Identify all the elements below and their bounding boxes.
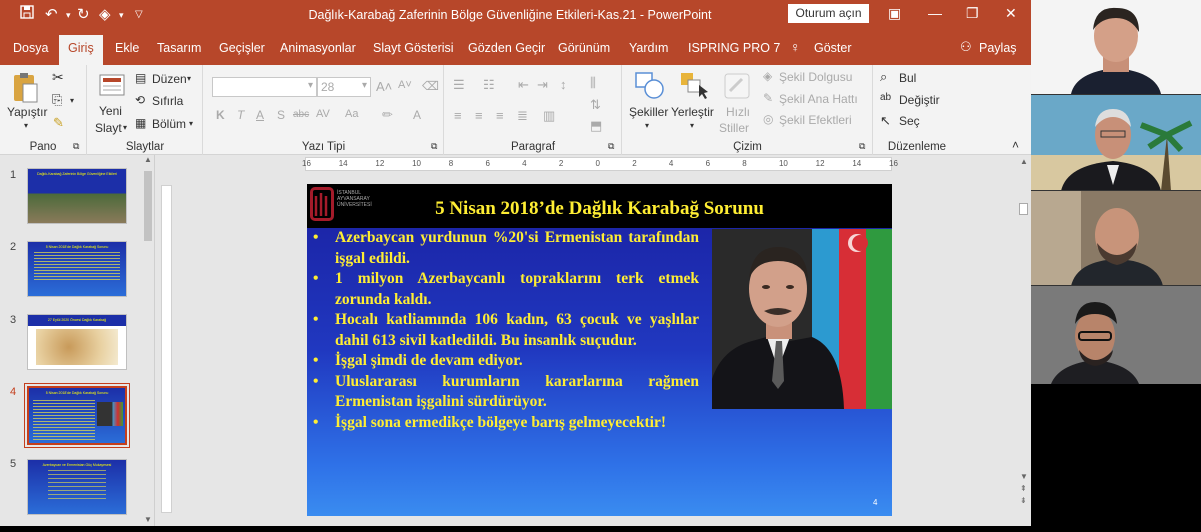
justify-icon[interactable]: ≣ — [517, 108, 528, 123]
slide-canvas[interactable] — [307, 184, 892, 516]
group-slaytlar — [88, 65, 203, 155]
text-columns-icon[interactable]: ▥ — [543, 108, 556, 123]
group-label-duzenleme: Düzenleme — [887, 141, 947, 153]
group-label-cizim: Çizim — [733, 141, 762, 153]
group-label-pano: Pano — [29, 141, 57, 153]
slide-header-band — [307, 184, 892, 228]
cut-icon[interactable]: ✂ — [52, 69, 64, 85]
font-launcher-icon[interactable]: ⧉ — [431, 141, 438, 151]
section-icon[interactable]: ▦ — [135, 116, 147, 130]
bullet-item: • Azerbaycan yurdunun %20'si Ermenistan tarafından işgal edildi. — [313, 228, 699, 269]
slide-thumbnail-2[interactable] — [27, 241, 127, 297]
slide-scrollbar[interactable]: ▲ ▼ ⇞ ⇟ — [1017, 157, 1030, 507]
shapes-icon[interactable] — [633, 69, 665, 104]
vertical-ruler — [161, 185, 172, 513]
line-spacing-icon[interactable]: ↕ — [560, 77, 567, 92]
minimize-icon[interactable]: — — [928, 5, 942, 21]
ruler-tick-label: 4 — [522, 159, 527, 168]
tab-tasarim[interactable]: Tasarım — [157, 41, 202, 55]
layout-icon[interactable]: ▤ — [135, 71, 147, 85]
collapse-ribbon-icon[interactable]: ˄ — [1012, 138, 1020, 152]
new-slide-icon[interactable] — [98, 71, 126, 102]
slide-thumbnail-3[interactable] — [27, 314, 127, 370]
char-spacing-button[interactable]: AV — [316, 108, 330, 120]
find-button[interactable]: Bul — [899, 71, 917, 85]
group-pano — [0, 65, 87, 155]
underline-button[interactable]: A — [256, 108, 265, 122]
shape-fill-button[interactable]: Şekil Dolgusu — [779, 70, 853, 84]
lightbulb-icon: ♀ — [790, 39, 801, 55]
arrange-dropdown-icon[interactable]: ▾ — [690, 121, 695, 130]
reset-button[interactable]: Sıfırla — [152, 94, 184, 108]
section-dropdown-icon[interactable]: ▾ — [189, 119, 194, 128]
previous-slide-icon[interactable]: ⇞ — [1020, 484, 1027, 493]
align-left-icon[interactable]: ≡ — [454, 108, 462, 123]
ruler-tick-label: 14 — [852, 159, 862, 168]
university-logo-text: İSTANBUL AYVANSARAY ÜNİVERSİTESİ — [337, 190, 372, 208]
layout-button[interactable]: Düzen — [152, 72, 187, 86]
ruler-tick-label: 10 — [778, 159, 788, 168]
slide-number: 4 — [873, 498, 878, 507]
share-button[interactable]: Paylaş — [979, 41, 1017, 55]
bullet-item: • Hocalı katliamında 106 kadın, 63 çocuk ve yaşlılar dahil 613 sivil katledildi. Bu insanlık suçudur. — [313, 310, 699, 351]
ruler-tick-label: 12 — [815, 159, 825, 168]
arrange-button[interactable]: Yerleştir — [671, 105, 714, 119]
bullet-item: • İşgal şimdi de devam ediyor. — [313, 351, 699, 372]
shape-fill-icon[interactable]: ◈ — [763, 69, 773, 83]
grow-font-icon[interactable]: A˄ — [376, 79, 393, 94]
ruler-tick-label: 10 — [412, 159, 421, 168]
shape-outline-button[interactable]: Şekil Ana Hattı — [779, 92, 858, 106]
thumb-title: Azerbaycan ve Ermenistan Güç Mukayesesi — [42, 463, 112, 467]
thumb-number: 5 — [10, 458, 17, 470]
thumb-title: Dağlık-Karabağ Zaferinin Bölge Güvenliğine Etkileri — [37, 172, 117, 176]
shapes-button[interactable]: Şekiller — [629, 105, 669, 119]
redo-icon[interactable]: ↻ — [77, 6, 90, 23]
ruler-tick-label: 12 — [375, 159, 385, 168]
ribbon — [0, 65, 1031, 155]
video-participant-1 — [1031, 0, 1201, 94]
select-button[interactable]: Seç — [899, 114, 920, 128]
close-icon[interactable]: ✕ — [1005, 5, 1017, 21]
tab-giris[interactable]: Giriş — [59, 35, 103, 65]
font-color-button[interactable]: A — [413, 108, 422, 122]
italic-button[interactable]: T — [237, 108, 245, 122]
shadow-button[interactable]: S — [277, 108, 286, 122]
window-title: Dağlık-Karabağ Zaferinin Bölge Güvenliğine Etkileri-Kas.21 - PowerPoint — [308, 8, 712, 22]
ruler-tick-label: 2 — [558, 159, 564, 168]
change-case-button[interactable]: Aa — [345, 108, 359, 120]
ruler-tick-label: 6 — [485, 159, 490, 168]
drawing-launcher-icon[interactable]: ⧉ — [859, 141, 866, 151]
person-icon: ⚇ — [960, 39, 972, 54]
slide-scrollbar-thumb[interactable] — [1019, 203, 1028, 215]
customize-qat-icon[interactable]: ▽ — [135, 9, 143, 20]
tab-yardim[interactable]: Yardım — [629, 41, 669, 55]
thumbnail-scrollbar-thumb[interactable] — [144, 171, 152, 241]
tab-slayt-gosterisi[interactable]: Slayt Gösterisi — [373, 41, 454, 55]
shrink-font-icon[interactable]: A˅ — [398, 79, 412, 91]
shape-effects-icon[interactable]: ◎ — [763, 112, 774, 126]
ruler-tick-label: 8 — [742, 159, 747, 168]
bullet-item: • 1 milyon Azerbaycanlı topraklarını terk etmek zorunda kaldı. — [313, 269, 699, 310]
bold-button[interactable]: K — [216, 108, 225, 122]
slide-bullet-list[interactable] — [313, 228, 699, 433]
slide-title[interactable]: 5 Nisan 2018’de Dağlık Karabağ Sorunu — [435, 198, 764, 219]
group-paragraf — [445, 65, 622, 155]
columns-icon[interactable]: ⫼ — [590, 75, 596, 90]
slideshow-dropdown-icon[interactable]: ▾ — [119, 10, 124, 20]
paste-button[interactable]: Yapıştır — [7, 105, 48, 119]
bullets-icon[interactable]: ☰ — [453, 77, 465, 92]
tell-me-button[interactable]: Göster — [814, 41, 852, 55]
reset-icon[interactable]: ⟲ — [135, 93, 146, 107]
text-direction-icon[interactable]: ⇅ — [590, 97, 601, 112]
quick-styles-label-2[interactable]: Stiller — [719, 121, 750, 135]
ruler-tick-label: 4 — [668, 159, 674, 168]
font-size-dropdown[interactable]: 28 ▾ — [317, 77, 371, 97]
shape-effects-button[interactable]: Şekil Efektleri — [779, 113, 852, 127]
thumb-number: 2 — [10, 241, 17, 253]
restore-icon[interactable]: ❐ — [966, 5, 979, 21]
format-painter-icon[interactable]: ✎ — [53, 115, 64, 130]
ribbon-tabs — [0, 30, 1031, 65]
thumb-title: 5 Nisan 2018'de Dağlık Karabağ Sorunu — [45, 391, 109, 395]
title-bar — [0, 0, 1031, 30]
video-participant-4 — [1031, 285, 1201, 526]
bullet-item: • İşgal sona ermedikçe bölgeye barış gelmeyecektir! — [313, 413, 699, 434]
thumb-number: 3 — [10, 314, 17, 326]
copy-icon[interactable]: ⎘ — [52, 92, 63, 107]
quick-styles-icon[interactable] — [722, 71, 752, 104]
font-size-value: 28 — [321, 80, 335, 94]
undo-icon[interactable]: ↶ — [45, 6, 58, 23]
ruler-tick-label: 16 — [889, 159, 898, 168]
replace-button[interactable]: Değiştir — [899, 93, 940, 107]
arrange-icon[interactable] — [679, 69, 709, 102]
paste-icon[interactable] — [9, 71, 39, 108]
new-slide-label-2[interactable]: Slayt — [95, 121, 122, 135]
find-icon[interactable]: ⌕ — [880, 69, 888, 84]
ruler-tick-label: 0 — [595, 159, 600, 168]
tab-gecisler[interactable]: Geçişler — [219, 41, 265, 55]
tab-gorunum[interactable]: Görünüm — [558, 41, 611, 55]
clear-format-icon[interactable]: ⌫ — [422, 79, 439, 93]
video-participant-3 — [1031, 190, 1201, 285]
quick-styles-label-1[interactable]: Hızlı — [726, 105, 750, 119]
next-slide-icon[interactable]: ⇟ — [1020, 496, 1027, 505]
thumb-title: 5 Nisan 2018'de Dağlık Karabağ Sorunu — [45, 245, 109, 249]
shape-outline-icon[interactable]: ✎ — [763, 91, 774, 105]
slide-thumbnail-4[interactable] — [27, 386, 127, 445]
paragraph-launcher-icon[interactable]: ⧉ — [608, 141, 615, 151]
decrease-indent-icon[interactable]: ⇤ — [518, 77, 529, 92]
highlight-icon[interactable]: ✏ — [382, 107, 393, 122]
thumbnail-scrollbar[interactable]: ▲ ▼ — [142, 155, 154, 526]
font-name-dropdown[interactable]: ▾ — [212, 77, 317, 97]
group-label-paragraf: Paragraf — [510, 141, 556, 153]
sign-in-button[interactable]: Oturum açın — [788, 4, 869, 23]
tab-gozden-gecir[interactable]: Gözden Geçir — [468, 41, 546, 55]
group-cizim — [623, 65, 873, 155]
start-slideshow-icon[interactable]: ◈ — [99, 6, 111, 23]
ruler-tick-label: 14 — [338, 159, 348, 168]
scroll-down-icon[interactable]: ▼ — [1020, 472, 1028, 481]
new-slide-dropdown-icon[interactable]: ▾ — [123, 123, 128, 132]
group-label-slaytlar: Slaytlar — [125, 141, 165, 153]
align-text-icon[interactable]: ⬒ — [590, 118, 603, 133]
thumb-number: 4 — [10, 386, 17, 398]
slide-thumbnail-1[interactable] — [27, 168, 127, 224]
layout-dropdown-icon[interactable]: ▾ — [187, 74, 192, 83]
video-participant-2 — [1031, 94, 1201, 190]
slide-thumbnail-5[interactable] — [27, 459, 127, 515]
horizontal-ruler — [302, 157, 898, 171]
group-yazi-tipi — [204, 65, 444, 155]
shapes-dropdown-icon[interactable]: ▾ — [645, 121, 650, 130]
select-icon[interactable]: ↖ — [880, 113, 891, 128]
new-slide-label-1[interactable]: Yeni — [99, 104, 122, 118]
slide-thumbnail-pane — [0, 155, 155, 526]
tab-ispring[interactable]: ISPRING PRO 7 — [688, 41, 781, 55]
align-right-icon[interactable]: ≡ — [496, 108, 504, 123]
ruler-tick-label: 16 — [302, 159, 311, 168]
ruler-tick-label: 6 — [705, 159, 711, 168]
replace-icon[interactable]: ab — [880, 92, 892, 103]
ruler-tick-label: 8 — [448, 159, 454, 168]
thumb-number: 1 — [10, 169, 17, 181]
bullet-item: • Uluslararası kurumların kararlarına rağmen Ermenistan işgalini sürdürüyor. — [313, 372, 699, 413]
save-icon[interactable] — [20, 5, 34, 23]
thumb-title: 27 Eylül 2020 Öncesi Dağlık Karabağ — [28, 315, 126, 326]
paste-dropdown-icon[interactable]: ▾ — [24, 121, 29, 130]
copy-dropdown-icon[interactable]: ▾ — [70, 96, 75, 105]
ruler-tick-label: 2 — [632, 159, 637, 168]
ribbon-display-icon[interactable]: ▣ — [888, 5, 902, 21]
pano-launcher-icon[interactable]: ⧉ — [73, 141, 80, 151]
undo-dropdown-icon[interactable]: ▾ — [66, 10, 71, 20]
group-duzenleme — [874, 65, 960, 155]
tab-ekle[interactable]: Ekle — [115, 41, 140, 55]
align-center-icon[interactable]: ≡ — [475, 108, 483, 123]
strikethrough-button[interactable]: abc — [293, 109, 310, 120]
tab-animasyonlar[interactable]: Animasyonlar — [280, 41, 356, 55]
section-button[interactable]: Bölüm — [152, 117, 187, 131]
numbering-icon[interactable]: ☷ — [483, 77, 495, 92]
tab-dosya[interactable]: Dosya — [13, 41, 49, 55]
portrait-photo[interactable] — [712, 229, 892, 409]
group-label-yazi-tipi: Yazı Tipi — [301, 141, 346, 153]
increase-indent-icon[interactable]: ⇥ — [537, 77, 548, 92]
